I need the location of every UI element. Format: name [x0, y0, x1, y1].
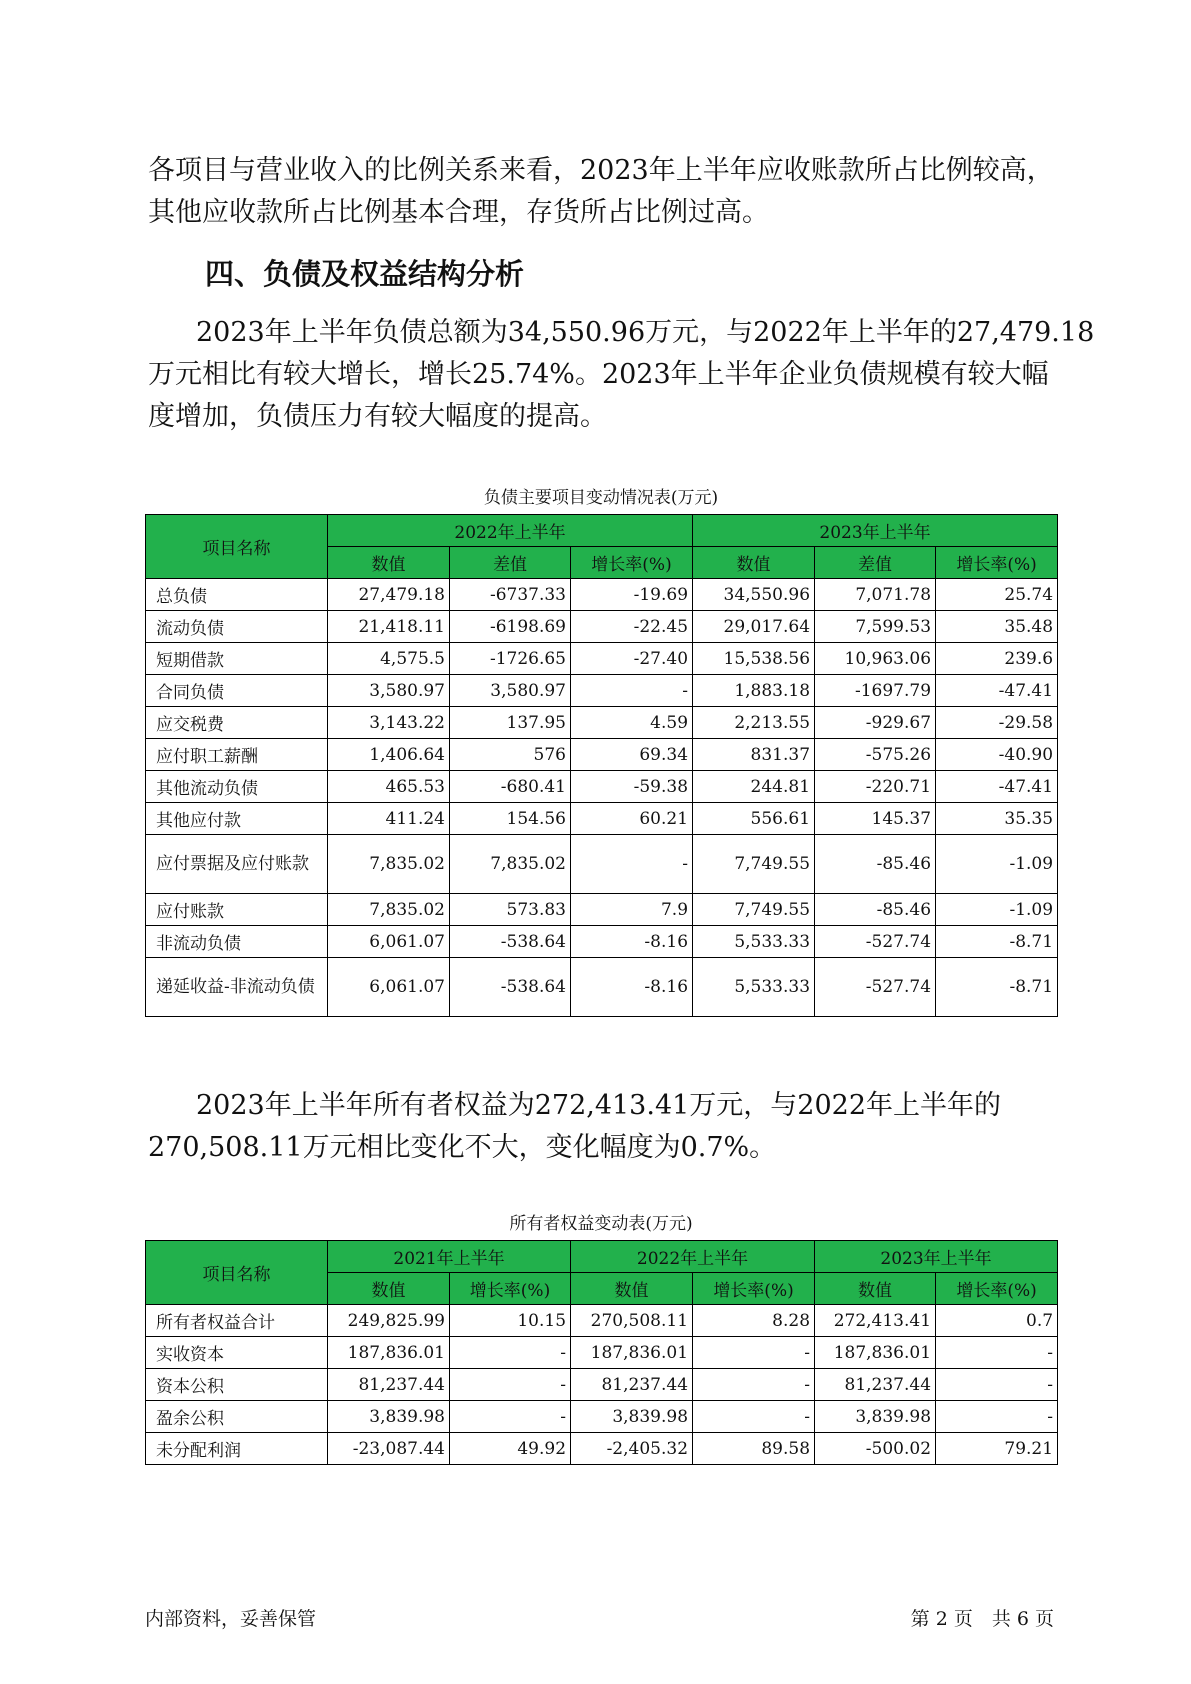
header-growth: 增长率(%) — [450, 1273, 571, 1305]
cell-d2: -527.74 — [815, 926, 936, 958]
equity-table-caption: 所有者权益变动表(万元) — [509, 1214, 693, 1234]
cell-v2: 831.37 — [693, 739, 815, 771]
cell-d2: -575.26 — [815, 739, 936, 771]
cell-g2: 89.58 — [693, 1433, 815, 1465]
row-item-name: 递延收益-非流动负债 — [146, 958, 328, 1017]
cell-v3: 81,237.44 — [815, 1369, 936, 1401]
cell-d2: -85.46 — [815, 894, 936, 926]
cell-v3: 272,413.41 — [815, 1305, 936, 1337]
cell-g2: 35.48 — [936, 611, 1058, 643]
cell-g2: 25.74 — [936, 579, 1058, 611]
cell-d1: -1726.65 — [450, 643, 571, 675]
cell-v3: 3,839.98 — [815, 1401, 936, 1433]
cell-g2: - — [693, 1337, 815, 1369]
cell-g2: - — [693, 1401, 815, 1433]
cell-v1: 6,061.07 — [328, 926, 450, 958]
cell-g1: - — [450, 1401, 571, 1433]
cell-v2: 2,213.55 — [693, 707, 815, 739]
header-value: 数值 — [571, 1273, 693, 1305]
cell-v2: 34,550.96 — [693, 579, 815, 611]
cell-g2: 35.35 — [936, 803, 1058, 835]
cell-d1: 154.56 — [450, 803, 571, 835]
table-row — [146, 1305, 1058, 1337]
cell-g1: 7.9 — [571, 894, 693, 926]
row-item-name: 盈余公积 — [146, 1401, 328, 1433]
cell-v1: 7,835.02 — [328, 835, 450, 894]
cell-v1: 187,836.01 — [328, 1337, 450, 1369]
cell-v1: -23,087.44 — [328, 1433, 450, 1465]
table-row — [146, 958, 1058, 1017]
cell-v2: 187,836.01 — [571, 1337, 693, 1369]
header-period-2023: 2023年上半年 — [815, 1241, 1058, 1273]
cell-g2: -47.41 — [936, 771, 1058, 803]
cell-d2: 145.37 — [815, 803, 936, 835]
cell-d2: -929.67 — [815, 707, 936, 739]
cell-g2: 8.28 — [693, 1305, 815, 1337]
cell-g2: -29.58 — [936, 707, 1058, 739]
cell-d2: -85.46 — [815, 835, 936, 894]
equity-line-2: 270,508.11万元相比变化不大，变化幅度为0.7%。 — [148, 1132, 777, 1163]
table-row — [146, 835, 1058, 894]
header-diff: 差值 — [815, 547, 936, 579]
cell-d1: -538.64 — [450, 926, 571, 958]
cell-v3: -500.02 — [815, 1433, 936, 1465]
cell-g1: -19.69 — [571, 579, 693, 611]
intro-paragraph — [148, 150, 1058, 234]
header-diff: 差值 — [450, 547, 571, 579]
equity-paragraph — [148, 1085, 1058, 1169]
liability-table-caption: 负债主要项目变动情况表(万元) — [483, 488, 719, 508]
header-period-2022: 2022年上半年 — [328, 515, 693, 547]
cell-g1: -59.38 — [571, 771, 693, 803]
cell-v2: 29,017.64 — [693, 611, 815, 643]
cell-g1: 49.92 — [450, 1433, 571, 1465]
liability-paragraph — [148, 312, 1095, 438]
cell-d1: -6737.33 — [450, 579, 571, 611]
cell-d1: -6198.69 — [450, 611, 571, 643]
row-item-name: 应交税费 — [146, 707, 328, 739]
cell-g2: - — [693, 1369, 815, 1401]
cell-d1: -680.41 — [450, 771, 571, 803]
cell-d1: 7,835.02 — [450, 835, 571, 894]
row-item-name: 总负债 — [146, 579, 328, 611]
liability-line-1: 2023年上半年负债总额为34,550.96万元，与2022年上半年的27,479.18 — [196, 317, 1095, 348]
cell-g1: 4.59 — [571, 707, 693, 739]
cell-v2: 81,237.44 — [571, 1369, 693, 1401]
header-growth: 增长率(%) — [936, 1273, 1058, 1305]
cell-g2: -40.90 — [936, 739, 1058, 771]
cell-g3: - — [936, 1337, 1058, 1369]
cell-d2: -220.71 — [815, 771, 936, 803]
cell-v1: 3,580.97 — [328, 675, 450, 707]
cell-v2: 7,749.55 — [693, 835, 815, 894]
liability-table — [145, 514, 1058, 1017]
table-row — [146, 611, 1058, 643]
cell-g1: - — [571, 675, 693, 707]
cell-g1: - — [450, 1337, 571, 1369]
row-item-name: 未分配利润 — [146, 1433, 328, 1465]
cell-v1: 3,839.98 — [328, 1401, 450, 1433]
table-row — [146, 803, 1058, 835]
cell-v2: 1,883.18 — [693, 675, 815, 707]
cell-d1: 137.95 — [450, 707, 571, 739]
intro-line-2: 其他应收款所占比例基本合理，存货所占比例过高。 — [148, 197, 769, 228]
cell-v1: 249,825.99 — [328, 1305, 450, 1337]
cell-g3: - — [936, 1369, 1058, 1401]
header-growth: 增长率(%) — [693, 1273, 815, 1305]
cell-v3: 187,836.01 — [815, 1337, 936, 1369]
cell-g2: -47.41 — [936, 675, 1058, 707]
cell-v2: 5,533.33 — [693, 958, 815, 1017]
cell-d2: 7,071.78 — [815, 579, 936, 611]
cell-g1: 10.15 — [450, 1305, 571, 1337]
header-growth: 增长率(%) — [936, 547, 1058, 579]
cell-g1: -8.16 — [571, 958, 693, 1017]
table-row — [146, 771, 1058, 803]
table-row — [146, 1369, 1058, 1401]
cell-d1: -538.64 — [450, 958, 571, 1017]
cell-g1: 60.21 — [571, 803, 693, 835]
cell-g3: 0.7 — [936, 1305, 1058, 1337]
cell-g1: -27.40 — [571, 643, 693, 675]
liability-line-3: 度增加，负债压力有较大幅度的提高。 — [148, 401, 607, 432]
equity-line-1: 2023年上半年所有者权益为272,413.41万元，与2022年上半年的 — [196, 1090, 1002, 1121]
cell-d1: 576 — [450, 739, 571, 771]
table-row — [146, 1401, 1058, 1433]
cell-g2: -8.71 — [936, 926, 1058, 958]
cell-v2: 5,533.33 — [693, 926, 815, 958]
intro-line-1: 各项目与营业收入的比例关系来看，2023年上半年应收账款所占比例较高， — [148, 155, 1054, 186]
table-row — [146, 894, 1058, 926]
header-value: 数值 — [328, 1273, 450, 1305]
header-period-2021: 2021年上半年 — [328, 1241, 571, 1273]
table-row — [146, 707, 1058, 739]
row-item-name: 应付账款 — [146, 894, 328, 926]
cell-v2: 7,749.55 — [693, 894, 815, 926]
footer-confidential-note: 内部资料，妥善保管 — [145, 1608, 317, 1630]
row-item-name: 非流动负债 — [146, 926, 328, 958]
cell-g1: -22.45 — [571, 611, 693, 643]
cell-v1: 27,479.18 — [328, 579, 450, 611]
cell-g1: -8.16 — [571, 926, 693, 958]
cell-v1: 21,418.11 — [328, 611, 450, 643]
table-row — [146, 675, 1058, 707]
cell-v2: 15,538.56 — [693, 643, 815, 675]
row-item-name: 合同负债 — [146, 675, 328, 707]
cell-g2: -8.71 — [936, 958, 1058, 1017]
table-row — [146, 926, 1058, 958]
section-heading: 四、负债及权益结构分析 — [205, 257, 525, 291]
cell-v1: 465.53 — [328, 771, 450, 803]
table-row — [146, 643, 1058, 675]
cell-g1: 69.34 — [571, 739, 693, 771]
liability-line-2: 万元相比有较大增长，增长25.74%。2023年上半年企业负债规模有较大幅 — [148, 359, 1049, 390]
row-item-name: 其他流动负债 — [146, 771, 328, 803]
row-item-name: 资本公积 — [146, 1369, 328, 1401]
cell-v1: 4,575.5 — [328, 643, 450, 675]
cell-v2: -2,405.32 — [571, 1433, 693, 1465]
cell-g3: - — [936, 1401, 1058, 1433]
header-value: 数值 — [693, 547, 815, 579]
header-value: 数值 — [328, 547, 450, 579]
footer-page-number: 第 2 页 共 6 页 — [910, 1608, 1054, 1630]
table-row — [146, 1337, 1058, 1369]
table-row — [146, 739, 1058, 771]
cell-g3: 79.21 — [936, 1433, 1058, 1465]
cell-g2: -1.09 — [936, 835, 1058, 894]
cell-v2: 3,839.98 — [571, 1401, 693, 1433]
cell-g2: 239.6 — [936, 643, 1058, 675]
cell-v1: 6,061.07 — [328, 958, 450, 1017]
header-period-2023: 2023年上半年 — [693, 515, 1058, 547]
cell-v1: 3,143.22 — [328, 707, 450, 739]
cell-d2: -1697.79 — [815, 675, 936, 707]
cell-v1: 411.24 — [328, 803, 450, 835]
header-value: 数值 — [815, 1273, 936, 1305]
cell-d2: -527.74 — [815, 958, 936, 1017]
row-item-name: 应付职工薪酬 — [146, 739, 328, 771]
cell-g1: - — [450, 1369, 571, 1401]
row-item-name: 流动负债 — [146, 611, 328, 643]
cell-d2: 10,963.06 — [815, 643, 936, 675]
row-item-name: 所有者权益合计 — [146, 1305, 328, 1337]
row-item-name: 其他应付款 — [146, 803, 328, 835]
row-item-name: 应付票据及应付账款 — [146, 835, 328, 894]
cell-v2: 270,508.11 — [571, 1305, 693, 1337]
header-item-name: 项目名称 — [146, 1241, 328, 1305]
header-period-2022: 2022年上半年 — [571, 1241, 815, 1273]
row-item-name: 实收资本 — [146, 1337, 328, 1369]
table-row — [146, 579, 1058, 611]
table-row — [146, 1433, 1058, 1465]
equity-table — [145, 1240, 1058, 1465]
cell-v1: 1,406.64 — [328, 739, 450, 771]
cell-g2: -1.09 — [936, 894, 1058, 926]
header-item-name: 项目名称 — [146, 515, 328, 579]
cell-g1: - — [571, 835, 693, 894]
cell-d2: 7,599.53 — [815, 611, 936, 643]
cell-v1: 7,835.02 — [328, 894, 450, 926]
cell-d1: 573.83 — [450, 894, 571, 926]
cell-v2: 244.81 — [693, 771, 815, 803]
cell-d1: 3,580.97 — [450, 675, 571, 707]
row-item-name: 短期借款 — [146, 643, 328, 675]
cell-v1: 81,237.44 — [328, 1369, 450, 1401]
header-growth: 增长率(%) — [571, 547, 693, 579]
cell-v2: 556.61 — [693, 803, 815, 835]
